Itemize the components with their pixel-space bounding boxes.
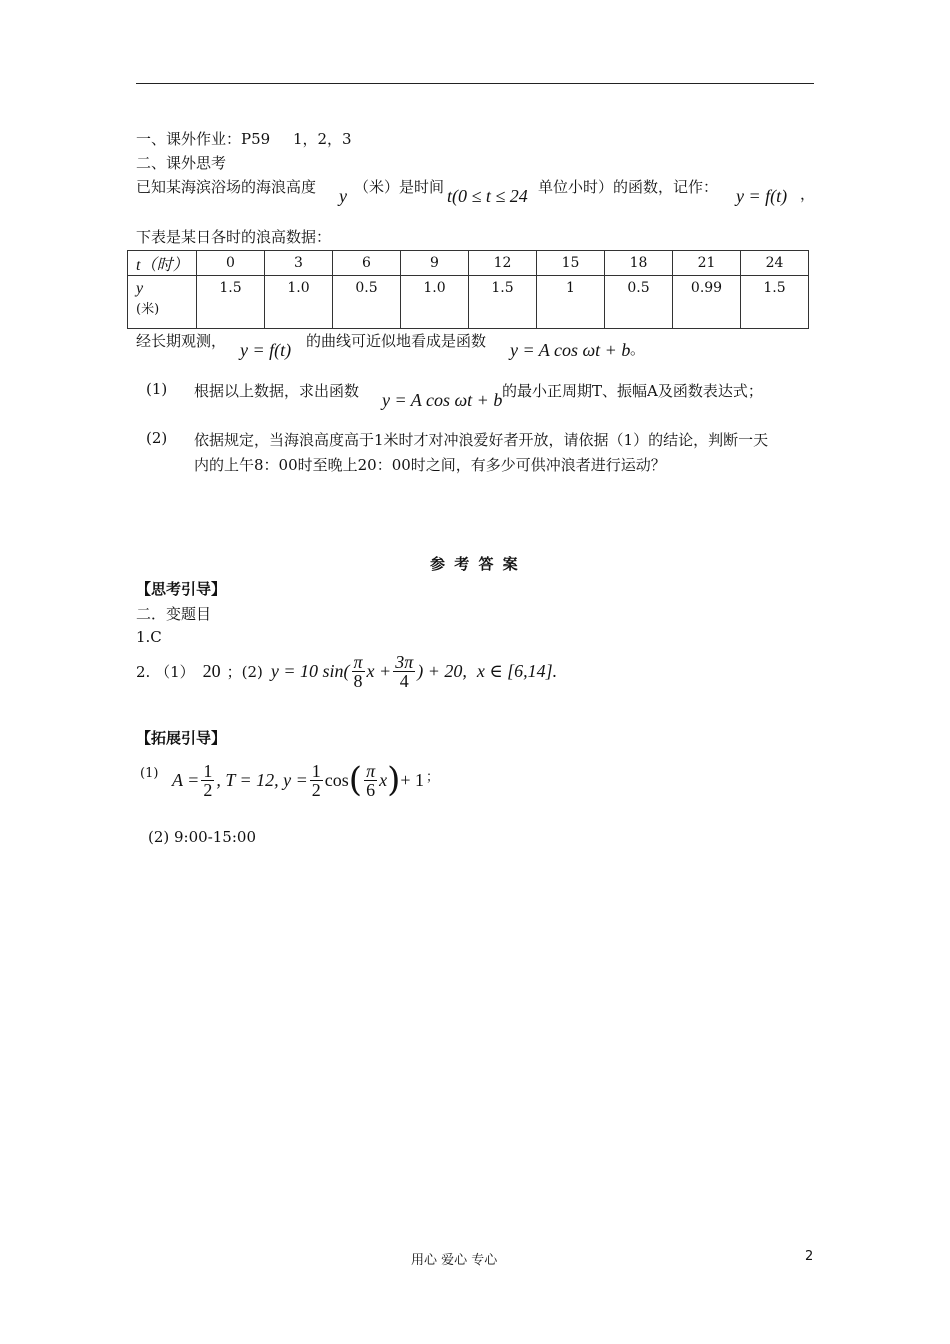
y-cell: 0.5 — [333, 276, 401, 329]
answer-2-eq: y = 10 sin( — [270, 661, 350, 681]
b1-formula — [172, 760, 439, 800]
b2-answer: (2) 9:00-15:00 — [148, 828, 256, 846]
q1-number: (1) — [146, 380, 168, 398]
b1-frac — [201, 762, 214, 799]
frac-numerator: π — [366, 760, 376, 781]
t-cell: 21 — [673, 251, 741, 276]
q1-text-2: 的最小正周期T、振幅A及函数表达式； — [502, 382, 763, 400]
y-header — [128, 276, 197, 329]
right-paren-icon: ) — [387, 760, 401, 800]
observation-text-2: 的曲线可近似地看成是函数 — [306, 332, 487, 350]
y-cell: 1.0 — [401, 276, 469, 329]
t-cell: 24 — [741, 251, 809, 276]
y-cell: 1 — [537, 276, 605, 329]
b1-tail: + 1 — [400, 769, 425, 790]
y-cell: 1.5 — [741, 276, 809, 329]
b1-pi-frac — [364, 762, 377, 799]
t-header — [128, 251, 197, 276]
t-cell: 15 — [537, 251, 605, 276]
t-cell: 6 — [333, 251, 401, 276]
answer-2-frac-2 — [393, 653, 415, 690]
q1-model: y = A cos ωt + b — [382, 390, 503, 410]
q1-text-1: 根据以上数据，求出函数 — [194, 382, 360, 400]
sub-variant: 二．变题目 — [136, 605, 212, 623]
answer-2-sep: ；(2) — [226, 663, 263, 681]
b1-frac-2 — [310, 762, 323, 799]
frac-denominator: 2 — [203, 779, 213, 800]
answer-2-prefix: 2. （1） — [136, 663, 195, 681]
left-paren-icon: ( — [348, 760, 363, 800]
intro-text-1: 已知某海滨浴场的海浪高度 — [136, 178, 317, 196]
y-cell: 0.99 — [673, 276, 741, 329]
section-thinking-guide: 【思考引导】 — [136, 580, 227, 598]
observation-text-1: 经长期观测， — [136, 332, 227, 350]
frac-numerator: 1 — [311, 760, 321, 781]
y-cell: 1.5 — [197, 276, 265, 329]
answers-title: 参 考 答 案 — [430, 555, 520, 573]
answer-2-line — [136, 653, 557, 690]
frac-denominator: 8 — [353, 671, 363, 691]
t-cell: 12 — [469, 251, 537, 276]
q2-number: (2) — [146, 429, 168, 447]
frac-numerator: π — [353, 652, 363, 672]
frac-numerator: 1 — [203, 760, 213, 781]
intro-comma: ， — [800, 185, 816, 203]
q2-line-1: 依据规定，当海浪高度高于1米时才对冲浪爱好者开放，请依据（1）的结论，判断一天 — [194, 431, 769, 449]
homework-line — [136, 128, 352, 149]
answer-2-value: 20 — [202, 661, 221, 681]
table-row-t — [128, 251, 809, 276]
q2-line-2: 内的上午8：00时至晚上20：00时之间，有多少可供冲浪者进行运动？ — [194, 456, 666, 474]
t-cell: 18 — [605, 251, 673, 276]
b1-cos: cos — [324, 769, 349, 790]
frac-numerator: 3π — [395, 652, 414, 672]
y-cell: 0.5 — [605, 276, 673, 329]
t-header-label: t（时） — [136, 256, 189, 274]
b1-semicolon: ； — [426, 770, 440, 785]
b1-x: x — [379, 769, 388, 790]
observation-end: 。 — [630, 340, 646, 358]
y-header-var: y — [136, 280, 144, 297]
answer-2-mid: x + — [366, 661, 392, 681]
header-rule — [136, 83, 814, 84]
table-intro: 下表是某日各时的浪高数据： — [136, 228, 332, 246]
section-extension-guide: 【拓展引导】 — [136, 729, 227, 747]
homework-prefix: 一、课外作业：P59 — [136, 130, 271, 148]
intro-text-3: 单位小时）的函数，记作： — [538, 178, 719, 196]
thinking-intro-line — [136, 176, 316, 197]
page-number: 2 — [805, 1249, 814, 1264]
frac-denominator: 6 — [366, 779, 376, 800]
y-cell: 1.5 — [469, 276, 537, 329]
answer-2-tail: ) + 20, — [417, 661, 467, 681]
frac-denominator: 4 — [399, 671, 409, 691]
t-cell: 0 — [197, 251, 265, 276]
t-range: t(0 ≤ t ≤ 24 — [447, 186, 528, 206]
thinking-heading: 二、课外思考 — [136, 154, 227, 172]
homework-items: 1，2，3 — [292, 130, 352, 148]
observation-func: y = f(t) — [240, 340, 292, 360]
answer-2-frac-1 — [352, 653, 365, 690]
frac-denominator: 2 — [311, 779, 321, 800]
b1-A: A = — [172, 769, 200, 790]
var-y: y — [339, 186, 347, 206]
b1-number: (1) — [140, 766, 159, 781]
t-cell: 9 — [401, 251, 469, 276]
func-note: y = f(t) — [736, 186, 788, 206]
t-cell: 3 — [265, 251, 333, 276]
b1-T: , T = 12, y = — [216, 769, 308, 790]
answer-2-domain: x ∈ [6,14]. — [476, 661, 558, 681]
observation-model: y = A cos ωt + b — [510, 340, 631, 360]
answer-1: 1.C — [136, 628, 162, 646]
y-header-unit: (米) — [136, 302, 160, 317]
intro-text-2: （米）是时间 — [354, 178, 445, 196]
footer-motto: 用心 爱心 专心 — [411, 1253, 498, 1268]
table-row-y — [128, 276, 809, 329]
y-cell: 1.0 — [265, 276, 333, 329]
wave-height-table — [127, 250, 809, 329]
